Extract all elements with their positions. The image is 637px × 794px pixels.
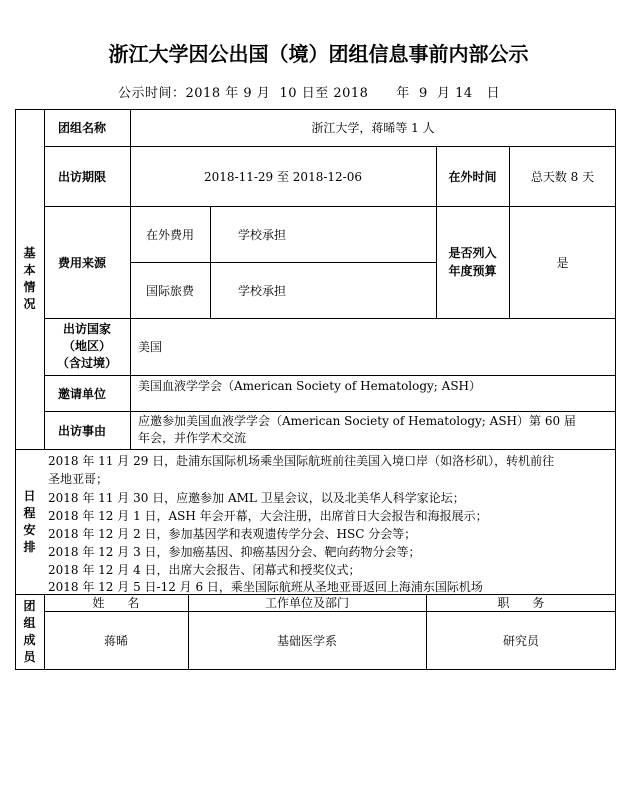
visit-country-label: 出访国家 （地区） （含过境） [56, 322, 117, 370]
schedule-line: 2018 年 12 月 3 日，参加癌基因、抑癌基因分会、靶向药物分会等； [48, 545, 421, 559]
travel-cost-label: 国际旅费 [145, 283, 194, 298]
schedule-line: 2018 年 12 月 5 日-12 月 6 日，乘坐国际航班从圣地亚哥返回上海浦东国际机场 [48, 580, 483, 594]
schedule-line: 2018 年 11 月 29 日，赴浦东国际机场乘坐国际航班前往美国入境口岸（如洛杉矶），转机前往 [48, 454, 555, 468]
schedule-line: 2018 年 11 月 30 日，应邀参加 AML 卫星会议，以及北美华人科学家论坛； [48, 491, 465, 505]
schedule-line: 2018 年 12 月 4 日，出席大会报告、闭幕式和授奖仪式； [48, 563, 361, 577]
members-section-label: 团 组 成 员 [23, 599, 36, 664]
group-name-value: 浙江大学，蒋晞等 1 人 [311, 121, 435, 135]
member-position: 研究员 [502, 634, 539, 648]
abroad-cost-label: 在外费用 [145, 227, 194, 242]
member-unit-header: 工作单位及部门 [264, 596, 349, 610]
member-name: 蒋晞 [103, 634, 128, 648]
visit-period-label: 出访期限 [58, 169, 107, 184]
announcement-period: 公示时间：2018 年 9 月 10 日至 2018 年 9 月 14 日 [118, 86, 501, 101]
basic-info-section-label: 基 本 情 况 [23, 246, 36, 311]
member-position-header: 职 务 [497, 596, 545, 610]
travel-cost-value: 学校承担 [238, 283, 287, 298]
member-unit: 基础医学系 [276, 634, 337, 648]
visit-country-value: 美国 [138, 340, 163, 354]
inviting-organization-value: 美国血液学学会（American Society of Hematology; ASH） [138, 378, 482, 393]
schedule-line: 2018 年 12 月 2 日，参加基因学和表观遗传学分会、HSC 分会等； [48, 527, 417, 541]
inviting-organization-label: 邀请单位 [58, 386, 107, 401]
abroad-time-value: 总天数 8 天 [530, 169, 595, 184]
annual-budget-value: 是 [556, 255, 569, 270]
abroad-time-label: 在外时间 [448, 169, 497, 184]
page-title: 浙江大学因公出国（境）团组信息事前内部公示 [108, 42, 529, 66]
visit-period-value: 2018-11-29 至 2018-12-06 [203, 169, 362, 184]
visit-purpose-label: 出访事由 [58, 423, 107, 438]
member-name-header: 姓 名 [92, 596, 140, 610]
annual-budget-label: 是否列入 年度预算 [448, 246, 497, 278]
funding-source-label: 费用来源 [58, 255, 107, 270]
group-name-label: 团组名称 [58, 121, 107, 135]
schedule-line: 圣地亚哥； [48, 472, 109, 486]
visit-purpose-value: 应邀参加美国血液学学会（American Society of Hematology; ASH）第 60 届 年会，并作学术交流 [138, 414, 576, 445]
schedule-line: 2018 年 12 月 1 日，ASH 年会开幕，大会注册，出席首日大会报告和海报展示； [48, 509, 488, 523]
abroad-cost-value: 学校承担 [238, 227, 287, 242]
schedule-section-label: 日 程 安 排 [23, 488, 36, 554]
